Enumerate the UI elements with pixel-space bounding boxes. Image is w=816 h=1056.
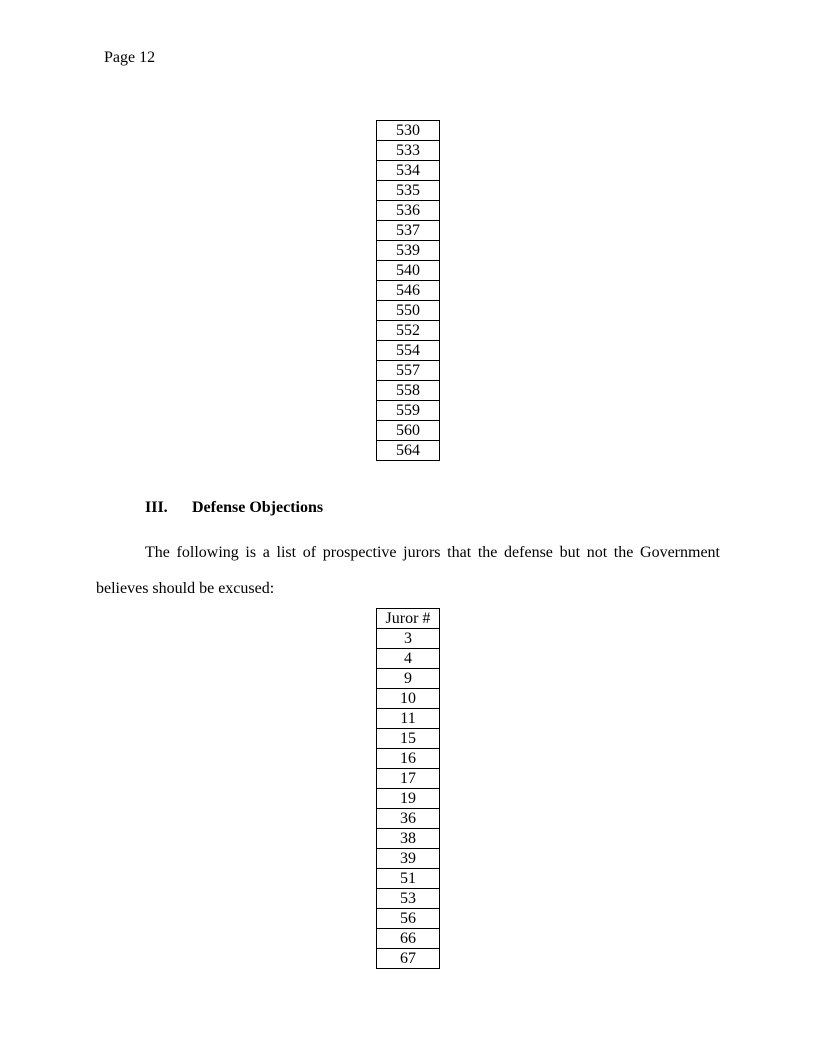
table-row xyxy=(377,261,440,281)
section-number: III. xyxy=(145,499,168,516)
table-row xyxy=(377,729,440,749)
table-row xyxy=(377,301,440,321)
juror-number-cell: 536 xyxy=(377,201,440,221)
juror-number-cell: 535 xyxy=(377,181,440,201)
juror-number-cell: 17 xyxy=(377,769,440,789)
juror-number-cell: 15 xyxy=(377,729,440,749)
juror-number-cell: 534 xyxy=(377,161,440,181)
table-row xyxy=(377,241,440,261)
juror-number-cell: 564 xyxy=(377,441,440,461)
table-row xyxy=(377,321,440,341)
table-row xyxy=(377,749,440,769)
juror-number-cell: 554 xyxy=(377,341,440,361)
juror-number-cell: 53 xyxy=(377,889,440,909)
table-row xyxy=(377,769,440,789)
juror-number-cell: 51 xyxy=(377,869,440,889)
juror-number-cell: 16 xyxy=(377,749,440,769)
section-title: Defense Objections xyxy=(192,499,324,516)
table-row xyxy=(377,809,440,829)
table-row xyxy=(377,161,440,181)
juror-number-cell: 39 xyxy=(377,849,440,869)
page-number: Page 12 xyxy=(104,49,156,66)
table-row xyxy=(377,869,440,889)
juror-number-cell: 539 xyxy=(377,241,440,261)
juror-number-cell: 67 xyxy=(377,949,440,969)
defense-objections-table xyxy=(376,608,440,969)
juror-number-cell: 559 xyxy=(377,401,440,421)
table-row xyxy=(377,401,440,421)
juror-number-cell: 530 xyxy=(377,121,440,141)
section-heading xyxy=(145,498,323,518)
juror-number-cell: 36 xyxy=(377,809,440,829)
juror-number-cell: 533 xyxy=(377,141,440,161)
table-header-row xyxy=(377,609,440,629)
table-row xyxy=(377,361,440,381)
table-row xyxy=(377,421,440,441)
juror-list-table-continued xyxy=(376,120,440,461)
table-row xyxy=(377,709,440,729)
table-row xyxy=(377,889,440,909)
table-row xyxy=(377,281,440,301)
juror-number-cell: 3 xyxy=(377,629,440,649)
juror-number-cell: 546 xyxy=(377,281,440,301)
table-row xyxy=(377,341,440,361)
juror-number-cell: 10 xyxy=(377,689,440,709)
table-row xyxy=(377,629,440,649)
section-paragraph: The following is a list of prospective jurors that the defense but not the Government believes should be excused: xyxy=(96,544,720,597)
juror-number-cell: 66 xyxy=(377,929,440,949)
juror-number-cell: 550 xyxy=(377,301,440,321)
table-row xyxy=(377,849,440,869)
juror-number-cell: 4 xyxy=(377,649,440,669)
juror-number-cell: 19 xyxy=(377,789,440,809)
juror-number-cell: 558 xyxy=(377,381,440,401)
table-row xyxy=(377,909,440,929)
juror-number-cell: 552 xyxy=(377,321,440,341)
table-row xyxy=(377,181,440,201)
table-row xyxy=(377,441,440,461)
table-row xyxy=(377,689,440,709)
table-row xyxy=(377,649,440,669)
juror-number-cell: 38 xyxy=(377,829,440,849)
table-row xyxy=(377,121,440,141)
table-row xyxy=(377,381,440,401)
juror-number-header: Juror # xyxy=(377,609,440,629)
table-row xyxy=(377,201,440,221)
juror-number-cell: 9 xyxy=(377,669,440,689)
table-row xyxy=(377,669,440,689)
juror-number-cell: 56 xyxy=(377,909,440,929)
juror-number-cell: 11 xyxy=(377,709,440,729)
juror-number-cell: 540 xyxy=(377,261,440,281)
juror-number-cell: 537 xyxy=(377,221,440,241)
table-row xyxy=(377,829,440,849)
table-row xyxy=(377,141,440,161)
juror-number-cell: 560 xyxy=(377,421,440,441)
table-row xyxy=(377,929,440,949)
juror-number-cell: 557 xyxy=(377,361,440,381)
table-row xyxy=(377,949,440,969)
table-row xyxy=(377,789,440,809)
table-row xyxy=(377,221,440,241)
